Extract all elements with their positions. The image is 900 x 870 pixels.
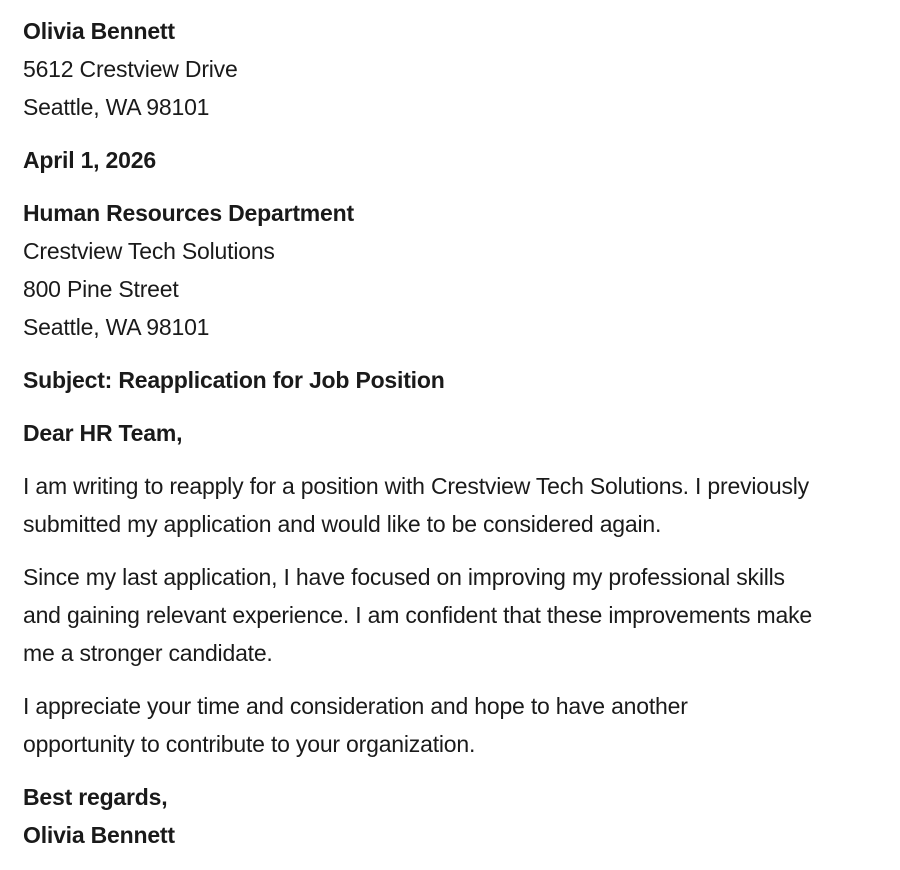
recipient-address-line2: Seattle, WA 98101 [23,314,210,340]
salutation: Dear HR Team, [23,420,183,446]
paragraph-line: submitted my application and would like to be considered again. [23,511,662,537]
sender-name: Olivia Bennett [23,18,175,44]
closing-sign-off: Best regards, [23,784,168,810]
paragraph-line: I appreciate your time and consideration and hope to have another [23,693,688,719]
date-block [23,141,890,179]
closing-signature: Olivia Bennett [23,822,175,848]
paragraph-line: opportunity to contribute to your organization. [23,731,476,757]
body-paragraph-2 [23,558,890,672]
recipient-address-line1: 800 Pine Street [23,276,179,302]
paragraph-line: I am writing to reapply for a position with Crestview Tech Solutions. I previously [23,473,809,499]
paragraph-line: me a stronger candidate. [23,640,273,666]
sender-block [23,12,890,126]
letter-date: April 1, 2026 [23,147,156,173]
recipient-department: Human Resources Department [23,200,354,226]
sender-address-line1: 5612 Crestview Drive [23,56,238,82]
recipient-block [23,194,890,346]
body-paragraph-1 [23,467,890,543]
sender-address-line2: Seattle, WA 98101 [23,94,210,120]
paragraph-line: Since my last application, I have focused on improving my professional skills [23,564,785,590]
salutation-block [23,414,890,452]
paragraph-line: and gaining relevant experience. I am confident that these improvements make [23,602,812,628]
body-paragraph-3 [23,687,890,763]
closing-block [23,778,890,854]
subject-block [23,361,890,399]
recipient-company: Crestview Tech Solutions [23,238,275,264]
subject-line: Subject: Reapplication for Job Position [23,367,445,393]
